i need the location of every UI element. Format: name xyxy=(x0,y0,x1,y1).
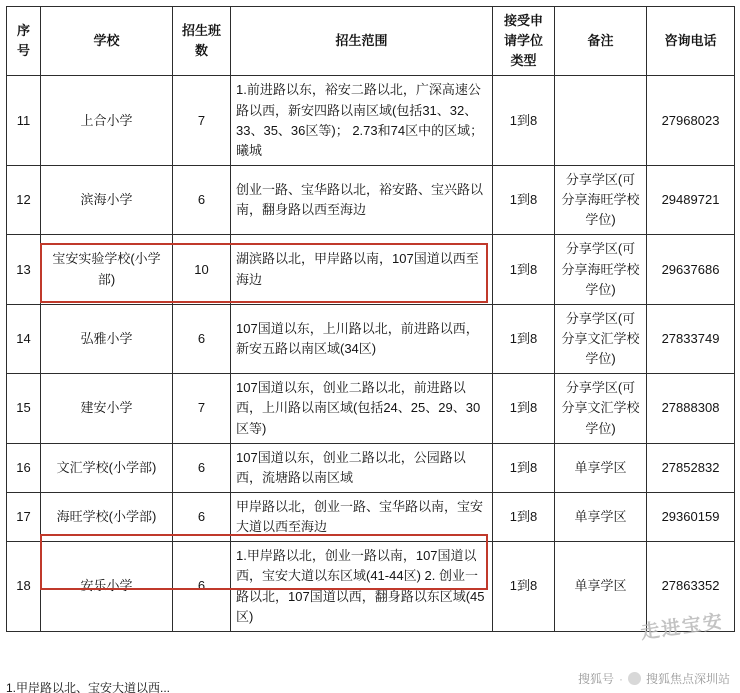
cell-no: 14 xyxy=(7,304,41,373)
table-row-highlighted xyxy=(7,492,735,541)
footer-separator: · xyxy=(618,671,623,686)
cell-school: 建安小学 xyxy=(41,374,173,443)
clipped-next-row: 1.甲岸路以北、宝安大道以西... xyxy=(6,681,171,693)
cell-type: 1到8 xyxy=(493,76,555,166)
cell-remark: 单享学区 xyxy=(555,492,647,541)
column-header-no: 序号 xyxy=(7,7,41,76)
table-row xyxy=(7,304,735,373)
cell-range: 1.前进路以东，裕安二路以北，广深高速公路以西，新安四路以南区域(包括31、32、33、35、36区等)； 2.73和74区中的区域；曦城 xyxy=(231,76,493,166)
enrollment-table xyxy=(6,6,735,632)
cell-type: 1到8 xyxy=(493,443,555,492)
cell-phone: 27968023 xyxy=(647,76,735,166)
cell-no: 11 xyxy=(7,76,41,166)
cell-classes: 6 xyxy=(173,492,231,541)
cell-school: 文汇学校(小学部) xyxy=(41,443,173,492)
cell-no: 15 xyxy=(7,374,41,443)
cell-type: 1到8 xyxy=(493,542,555,632)
table-body xyxy=(7,76,735,631)
cell-no: 12 xyxy=(7,165,41,234)
cell-classes: 10 xyxy=(173,235,231,304)
cell-remark: 单享学区 xyxy=(555,542,647,632)
cell-school: 宝安实验学校(小学部) xyxy=(41,235,173,304)
cell-remark: 分享学区(可分享海旺学校学位) xyxy=(555,235,647,304)
cell-remark: 单享学区 xyxy=(555,443,647,492)
cell-range: 创业一路、宝华路以北，裕安路、宝兴路以南，翻身路以西至海边 xyxy=(231,165,493,234)
cell-remark xyxy=(555,76,647,166)
column-header-range: 招生范围 xyxy=(231,7,493,76)
column-header-school: 学校 xyxy=(41,7,173,76)
cell-remark: 分享学区(可分享文汇学校学位) xyxy=(555,304,647,373)
header-row xyxy=(7,7,735,76)
cell-school: 海旺学校(小学部) xyxy=(41,492,173,541)
cell-school: 上合小学 xyxy=(41,76,173,166)
cell-no: 13 xyxy=(7,235,41,304)
table-row xyxy=(7,542,735,632)
cell-phone: 29489721 xyxy=(647,165,735,234)
table-row xyxy=(7,165,735,234)
cell-type: 1到8 xyxy=(493,235,555,304)
cell-phone: 27852832 xyxy=(647,443,735,492)
cell-school: 弘雅小学 xyxy=(41,304,173,373)
cell-range: 107国道以东，上川路以北，前进路以西，新安五路以南区域(34区) xyxy=(231,304,493,373)
cell-no: 18 xyxy=(7,542,41,632)
cell-school: 滨海小学 xyxy=(41,165,173,234)
watermark-text: 走进宝安 xyxy=(639,611,726,644)
column-header-classes: 招生班数 xyxy=(173,7,231,76)
cell-type: 1到8 xyxy=(493,492,555,541)
table-header xyxy=(7,7,735,76)
column-header-type: 接受申请学位类型 xyxy=(493,7,555,76)
cell-classes: 6 xyxy=(173,443,231,492)
footer-credit xyxy=(578,670,730,687)
cell-remark: 分享学区(可分享文汇学校学位) xyxy=(555,374,647,443)
cell-classes: 6 xyxy=(173,304,231,373)
cell-classes: 6 xyxy=(173,165,231,234)
footer-account: 搜狐焦点深圳站 xyxy=(645,672,730,686)
cell-range: 107国道以东，创业二路以北，前进路以西，上川路以南区域(包括24、25、29、30区等) xyxy=(231,374,493,443)
cell-range: 甲岸路以北，创业一路、宝华路以南，宝安大道以西至海边 xyxy=(231,492,493,541)
cell-classes: 7 xyxy=(173,76,231,166)
column-header-phone: 咨询电话 xyxy=(647,7,735,76)
cell-type: 1到8 xyxy=(493,165,555,234)
footer-source: 搜狐号 xyxy=(577,672,614,686)
cell-phone: 27888308 xyxy=(647,374,735,443)
cell-range: 107国道以东，创业二路以北，公园路以西，流塘路以南区域 xyxy=(231,443,493,492)
cell-phone: 29637686 xyxy=(647,235,735,304)
cell-school: 安乐小学 xyxy=(41,542,173,632)
document-page xyxy=(0,6,740,693)
column-header-remark: 备注 xyxy=(555,7,647,76)
table-row-highlighted xyxy=(7,235,735,304)
cell-remark: 分享学区(可分享海旺学校学位) xyxy=(555,165,647,234)
cell-range: 湖滨路以北，甲岸路以南，107国道以西至海边 xyxy=(231,235,493,304)
table-row xyxy=(7,443,735,492)
cell-no: 16 xyxy=(7,443,41,492)
avatar xyxy=(628,672,641,685)
cell-range: 1.甲岸路以北，创业一路以南，107国道以西，宝安大道以东区域(41-44区) 2. 创业一路以北，107国道以西，翻身路以东区域(45区) xyxy=(231,542,493,632)
cell-type: 1到8 xyxy=(493,304,555,373)
table-row xyxy=(7,374,735,443)
cell-classes: 7 xyxy=(173,374,231,443)
cell-classes: 6 xyxy=(173,542,231,632)
cell-phone: 27833749 xyxy=(647,304,735,373)
table-row xyxy=(7,76,735,166)
cell-phone: 27863352 xyxy=(647,542,735,632)
cell-type: 1到8 xyxy=(493,374,555,443)
cell-no: 17 xyxy=(7,492,41,541)
cell-phone: 29360159 xyxy=(647,492,735,541)
